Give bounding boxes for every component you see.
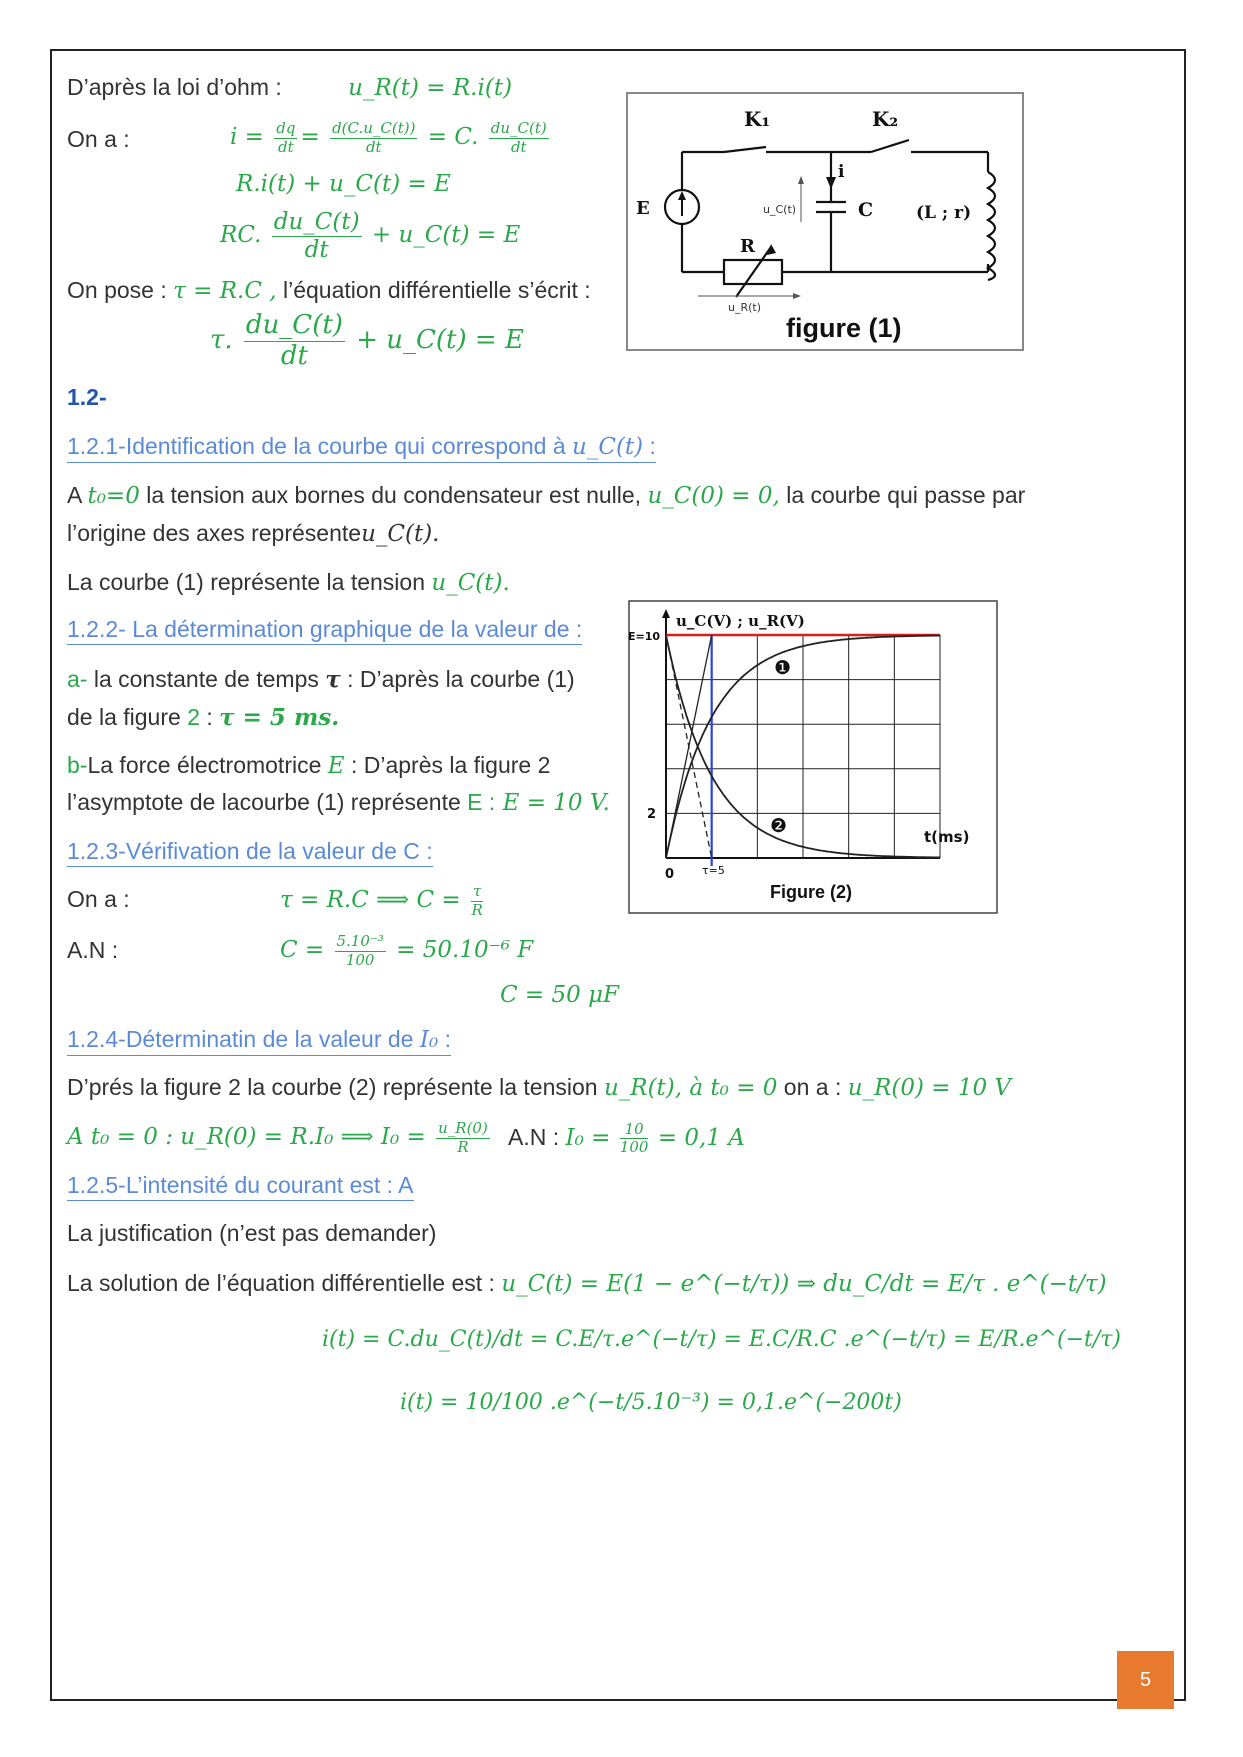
chart-x-title: t(ms)	[924, 828, 970, 846]
verif-eq: τ = R.C ⟹ C = $\frac{\tau}{R}$	[280, 882, 483, 919]
chart-y-tick-2: 2	[647, 807, 657, 822]
k2-label: K₂	[872, 107, 899, 131]
pose-line: On pose : τ = R.C , l’équation différentielle s’écrit :	[67, 277, 591, 304]
para-origin-2: l’origine des axes représenteu_C(t).	[67, 520, 440, 547]
i-label: i	[838, 162, 845, 182]
ur-label: u_R(t)	[728, 301, 762, 314]
chart-figure-2	[628, 600, 998, 914]
page-number-badge: 5	[1117, 1651, 1174, 1709]
eq-kirchhoff: R.i(t) + u_C(t) = E	[236, 171, 451, 197]
k1-label: K₁	[744, 107, 771, 131]
eq-current: i = $\frac{dq}{dt}$ = $\frac{d(C.u\_C(t))}{dt}$ = C. $\frac{du\_C(t)}{dt}$	[230, 119, 547, 156]
series-1-label: ❶	[774, 657, 792, 679]
an-eq: C = $\frac{\text{5.10⁻³}}{100}$ = 50.10⁻⁶ F	[280, 932, 534, 969]
eq-differential: τ. $\frac{du\_C(t)}{dt}$ + u_C(t) = E	[210, 309, 524, 371]
heading-1-2-5: 1.2.5-L’intensité du courant est : A	[67, 1170, 414, 1201]
para-b-line1: b-La force électromotrice E : D’après la figure 2	[67, 752, 551, 779]
para-i0-intro: D’prés la figure 2 la courbe (2) représente la tension u_R(t), à t₀ = 0 on a : u_R(0) = 10 V	[67, 1074, 1012, 1101]
an-label: A.N :	[67, 937, 119, 963]
i0-eq: A t₀ = 0 : u_R(0) = R.I₀ ⟹ I₀ = $\frac{u\_R(0)}{R}$	[67, 1119, 488, 1156]
e-label: E	[636, 198, 650, 219]
it-eq-1: i(t) = C.du_C(t)/dt = C.E/τ.e^(−t/τ) = E.C/R.C .e^(−t/τ) = E/R.e^(−t/τ)	[322, 1327, 1122, 1352]
heading-1-2-4: 1.2.4-Déterminatin de la valeur de I₀ :	[67, 1024, 451, 1056]
para-b-line2: l’asymptote de lacourbe (1) représente E : E = 10 V.	[67, 789, 610, 816]
chart-origin-label: 0	[665, 867, 675, 882]
chart-y-title: u_C(V) ; u_R(V)	[676, 612, 805, 630]
justification: La justification (n’est pas demander)	[67, 1220, 437, 1246]
heading-1-2-3: 1.2.3-Vérifivation de la valeur de C :	[67, 836, 433, 867]
solution-eq: u_C(t) = E(1 − e^(−t/τ)) ⇒ du_C/dt = E/τ . e^(−t/τ)	[501, 1271, 1107, 1297]
series-2-label: ❷	[770, 815, 788, 837]
section-1-2-title: 1.2-	[67, 384, 107, 410]
para-a-line1: a- la constante de temps τ : D’après la courbe (1)	[67, 666, 575, 693]
i0-an: A.N : I₀ = $\frac{10}{100}$ = 0,1 A	[508, 1120, 745, 1157]
verif-on-a: On a :	[67, 886, 130, 912]
chart-e-label: E=10	[628, 630, 661, 643]
heading-1-2-2: 1.2.2- La détermination graphique de la valeur de :	[67, 614, 582, 645]
r-label: R	[740, 236, 755, 257]
para-origin-1: A t₀=0 la tension aux bornes du condensateur est nulle, u_C(0) = 0, la courbe qui passe par	[67, 482, 1026, 509]
ohm-line: D’après la loi d’ohm : u_R(t) = R.i(t)	[67, 74, 513, 101]
eq-rc: RC. $\frac{du\_C(t)}{dt}$ + u_C(t) = E	[220, 209, 521, 263]
c-result: C = 50 μF	[500, 982, 619, 1008]
para-courbe1: La courbe (1) représente la tension u_C(t).	[67, 569, 510, 596]
lr-label: (L ; r)	[916, 203, 972, 223]
uc-label: u_C(t)	[763, 203, 797, 216]
circuit-figure	[626, 92, 1024, 351]
chart-caption: Figure (2)	[770, 882, 853, 902]
on-a-label: On a :	[67, 126, 130, 152]
chart-x-tick-tau: τ=5	[702, 864, 725, 877]
it-eq-2: i(t) = 10/100 .e^(−t/5.10⁻³) = 0,1.e^(−200t)	[400, 1390, 902, 1415]
figure1-caption: figure (1)	[786, 313, 902, 343]
para-a-line2: de la figure 2 : τ = 5 ms.	[67, 704, 340, 731]
heading-1-2-1: 1.2.1-Identification de la courbe qui correspond à u_C(t) :	[67, 431, 656, 463]
c-label: C	[858, 199, 874, 221]
solution-line: La solution de l’équation différentielle est : u_C(t) = E(1 − e^(−t/τ)) ⇒ du_C/dt = E/τ . e^(−t/τ)	[67, 1270, 1107, 1297]
